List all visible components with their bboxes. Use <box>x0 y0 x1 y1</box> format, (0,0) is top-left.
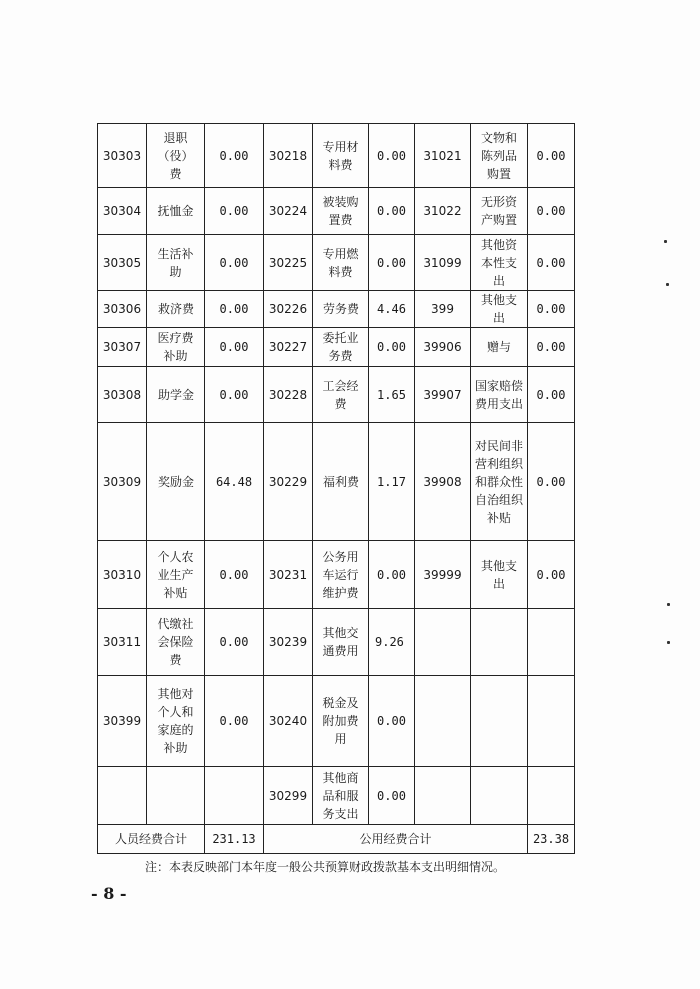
amount-cell: 0.00 <box>369 328 415 367</box>
amount-cell: 0.00 <box>205 124 264 188</box>
item-name-cell <box>313 235 369 291</box>
code-cell: 30225 <box>264 235 313 291</box>
item-name-text: 专用材料费 <box>322 139 359 172</box>
item-name-cell <box>147 676 205 767</box>
item-name-text: 委托业务费 <box>322 331 359 363</box>
item-name-cell <box>147 328 205 367</box>
item-name-text: 医疗费补助 <box>157 331 194 363</box>
item-name-text: 生活补助 <box>157 246 194 279</box>
item-name-text: 个人农业生产补贴 <box>157 549 194 600</box>
amount-cell: 0.00 <box>528 541 575 609</box>
amount-cell: 0.00 <box>369 188 415 235</box>
code-cell: 30307 <box>98 328 147 367</box>
table-row <box>98 367 575 423</box>
item-name-cell <box>147 235 205 291</box>
item-name-cell <box>313 541 369 609</box>
code-cell: 399 <box>415 291 471 328</box>
item-name-text: 福利费 <box>322 474 359 489</box>
code-cell: 39999 <box>415 541 471 609</box>
table-row <box>98 188 575 235</box>
amount-cell: 0.00 <box>528 423 575 541</box>
amount-cell: 1.17 <box>369 423 415 541</box>
code-cell: 30309 <box>98 423 147 541</box>
amount-cell: 0.00 <box>528 235 575 291</box>
code-cell: 30226 <box>264 291 313 328</box>
amount-cell: 9.26 <box>369 609 415 676</box>
item-name-text: 其他对个人和家庭的补助 <box>157 687 194 755</box>
code-cell: 30218 <box>264 124 313 188</box>
amount-cell <box>528 767 575 825</box>
item-name-text: 劳务费 <box>322 302 359 316</box>
amount-cell: 0.00 <box>205 188 264 235</box>
item-name-cell <box>147 291 205 328</box>
table-row <box>98 767 575 825</box>
scan-speck <box>664 240 667 243</box>
item-name-cell <box>147 541 205 609</box>
item-name-text: 抚恤金 <box>157 204 194 218</box>
amount-cell: 0.00 <box>369 767 415 825</box>
code-cell: 39906 <box>415 328 471 367</box>
amount-cell <box>205 767 264 825</box>
amount-cell: 0.00 <box>369 235 415 291</box>
code-cell: 30399 <box>98 676 147 767</box>
item-name-cell <box>147 767 205 825</box>
code-cell: 30227 <box>264 328 313 367</box>
item-name-cell <box>471 367 528 423</box>
amount-cell: 0.00 <box>369 541 415 609</box>
amount-cell: 1.65 <box>369 367 415 423</box>
scan-speck <box>667 603 670 606</box>
code-cell: 30310 <box>98 541 147 609</box>
item-name-cell <box>313 609 369 676</box>
item-name-text: 其他交通费用 <box>322 626 359 658</box>
amount-cell <box>528 609 575 676</box>
item-name-cell <box>313 423 369 541</box>
item-name-cell <box>471 188 528 235</box>
item-name-cell <box>471 423 528 541</box>
code-cell <box>415 676 471 767</box>
amount-cell: 0.00 <box>205 367 264 423</box>
item-name-cell <box>147 367 205 423</box>
expenditure-detail-table <box>97 123 575 854</box>
item-name-text: 赠与 <box>486 340 511 354</box>
scan-speck <box>667 641 670 644</box>
item-name-cell <box>471 609 528 676</box>
item-name-text: 对民间非营利组织和群众性自治组织补贴 <box>475 438 524 525</box>
amount-cell: 4.46 <box>369 291 415 328</box>
amount-cell: 0.00 <box>205 609 264 676</box>
code-cell: 30231 <box>264 541 313 609</box>
item-name-cell <box>313 291 369 328</box>
code-cell: 30239 <box>264 609 313 676</box>
item-name-text: 无形资产购置 <box>480 195 517 227</box>
code-cell: 30303 <box>98 124 147 188</box>
code-cell: 30308 <box>98 367 147 423</box>
public-total-value: 23.38 <box>528 825 575 854</box>
code-cell: 30304 <box>98 188 147 235</box>
item-name-cell <box>471 328 528 367</box>
totals-row <box>98 825 575 854</box>
amount-cell: 0.00 <box>205 235 264 291</box>
table-row <box>98 328 575 367</box>
item-name-cell <box>313 767 369 825</box>
item-name-text: 工会经费 <box>322 378 359 411</box>
amount-cell: 0.00 <box>528 291 575 328</box>
item-name-cell <box>471 676 528 767</box>
amount-cell: 0.00 <box>528 367 575 423</box>
item-name-text: 税金及附加费用 <box>322 696 359 746</box>
item-name-cell <box>147 124 205 188</box>
scan-speck <box>666 283 669 286</box>
amount-cell: 0.00 <box>205 328 264 367</box>
item-name-text: 专用燃料费 <box>322 246 359 279</box>
table-row <box>98 541 575 609</box>
table-row <box>98 291 575 328</box>
item-name-cell <box>313 328 369 367</box>
item-name-text: 被装购置费 <box>322 195 359 227</box>
personnel-total-label: 人员经费合计 <box>98 825 205 854</box>
amount-cell: 0.00 <box>369 124 415 188</box>
item-name-text: 退职（役）费 <box>157 130 194 181</box>
page-number: - 8 - <box>91 884 127 903</box>
code-cell <box>98 767 147 825</box>
item-name-text: 代缴社会保险费 <box>157 617 194 667</box>
code-cell: 30240 <box>264 676 313 767</box>
item-name-text: 奖励金 <box>157 474 194 489</box>
amount-cell: 64.48 <box>205 423 264 541</box>
code-cell: 39908 <box>415 423 471 541</box>
code-cell: 31021 <box>415 124 471 188</box>
item-name-cell <box>471 235 528 291</box>
public-total-label: 公用经费合计 <box>264 825 528 854</box>
item-name-text: 其他支出 <box>480 558 517 591</box>
amount-cell: 0.00 <box>205 541 264 609</box>
item-name-text: 救济费 <box>157 302 194 316</box>
item-name-cell <box>147 609 205 676</box>
table-row <box>98 423 575 541</box>
code-cell: 30228 <box>264 367 313 423</box>
table-footnote: 注：本表反映部门本年度一般公共预算财政拨款基本支出明细情况。 <box>145 860 506 874</box>
table-row <box>98 609 575 676</box>
item-name-text: 其他资本性支出 <box>480 237 517 288</box>
amount-cell: 0.00 <box>528 124 575 188</box>
amount-cell <box>528 676 575 767</box>
item-name-text: 其他支出 <box>480 293 517 325</box>
code-cell: 31099 <box>415 235 471 291</box>
code-cell: 39907 <box>415 367 471 423</box>
code-cell: 30229 <box>264 423 313 541</box>
item-name-text: 文物和陈列品购置 <box>480 130 517 181</box>
item-name-cell <box>313 124 369 188</box>
table-row <box>98 676 575 767</box>
item-name-cell <box>147 423 205 541</box>
item-name-text: 助学金 <box>157 387 194 402</box>
code-cell <box>415 609 471 676</box>
table-row <box>98 235 575 291</box>
code-cell: 30305 <box>98 235 147 291</box>
item-name-cell <box>471 291 528 328</box>
code-cell: 30224 <box>264 188 313 235</box>
item-name-text: 国家赔偿费用支出 <box>475 378 524 411</box>
amount-cell: 0.00 <box>528 188 575 235</box>
code-cell: 30311 <box>98 609 147 676</box>
item-name-cell <box>471 767 528 825</box>
item-name-cell <box>313 367 369 423</box>
item-name-cell <box>313 676 369 767</box>
code-cell <box>415 767 471 825</box>
item-name-text: 其他商品和服务支出 <box>322 770 359 821</box>
code-cell: 30299 <box>264 767 313 825</box>
table-row <box>98 124 575 188</box>
personnel-total-value: 231.13 <box>205 825 264 854</box>
item-name-cell <box>471 124 528 188</box>
item-name-text: 公务用车运行维护费 <box>322 549 359 600</box>
amount-cell: 0.00 <box>528 328 575 367</box>
item-name-cell <box>313 188 369 235</box>
item-name-cell <box>471 541 528 609</box>
code-cell: 31022 <box>415 188 471 235</box>
item-name-cell <box>147 188 205 235</box>
amount-cell: 0.00 <box>205 291 264 328</box>
amount-cell: 0.00 <box>205 676 264 767</box>
code-cell: 30306 <box>98 291 147 328</box>
amount-cell: 0.00 <box>369 676 415 767</box>
